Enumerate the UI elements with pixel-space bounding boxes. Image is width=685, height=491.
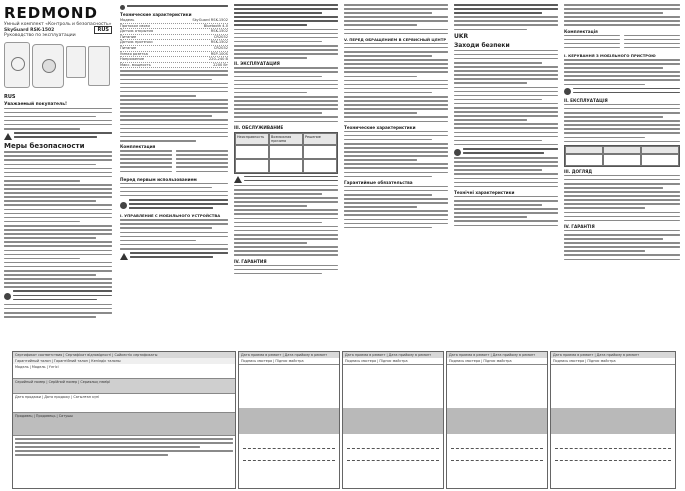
intro-sub: Уважаемый покупатель! — [4, 101, 68, 107]
col6-text-4 — [564, 175, 680, 222]
spec-value: SkyGuard RSK-1502 — [192, 18, 228, 22]
col6-heading-2: I. КЕРУВАННЯ З МОБІЛЬНОГО ПРИСТРОЮ — [564, 52, 656, 58]
col5-text-2 — [454, 50, 558, 146]
repair-head-4: Дата приема в ремонт | Дата прийому в ремонт — [551, 352, 675, 358]
col4-text-2 — [344, 43, 448, 122]
col3-heading-1: II. ЭКСПЛУАТАЦИЯ — [234, 61, 280, 67]
repair-dash-3b — [451, 460, 543, 462]
intro-heading: RUS — [4, 93, 16, 100]
repair-gray-4 — [551, 408, 675, 434]
col6-text-5 — [564, 230, 680, 260]
product-image-leak — [66, 46, 86, 78]
col3-heading-2: III. ОБСЛУЖИВАНИЕ — [234, 124, 284, 130]
col6-heading-1: Комплектація — [564, 28, 598, 34]
lang-box-rus: RUS — [94, 26, 112, 34]
table-header-2: Возможная причина — [269, 133, 303, 145]
spec-table — [120, 18, 228, 68]
repair-coupon-3 — [446, 351, 548, 489]
spec-value: RSP-100S — [210, 51, 228, 56]
repair-dash-4 — [555, 448, 671, 450]
spec-value: Bluetooth 4.0 — [203, 23, 228, 28]
setup-heading: Перед первым использованием — [120, 176, 197, 182]
repair-sub-3: Подпись мастера | Підпис майстра — [447, 358, 547, 365]
ops-heading: I. УПРАВЛЕНИЕ С МОБИЛЬНОГО УСТРОЙСТВА — [120, 213, 221, 219]
repair-dash-3 — [451, 448, 543, 450]
col4-heading-1: V. ПЕРЕД ОБРАЩЕНИЕМ В СЕРВИСНЫЙ ЦЕНТР — [344, 36, 447, 42]
spec-row — [120, 63, 228, 69]
column-2 — [120, 4, 228, 261]
col6-spec-rows — [564, 4, 680, 26]
product-image-door — [88, 46, 110, 86]
column-5 — [454, 4, 558, 229]
repair-gray-2 — [343, 408, 443, 434]
spec-key: Питание — [120, 45, 137, 50]
repair-dash-1b — [243, 460, 335, 462]
col4-text-1 — [344, 4, 448, 34]
spec-key: Умная розетка — [120, 51, 148, 56]
col3-text-4 — [234, 265, 338, 275]
spec-filler — [120, 70, 228, 141]
col5-heading-ukr: UKR — [454, 32, 469, 40]
col6-heading-3: II. ЕКСПЛУАТАЦІЯ — [564, 97, 608, 103]
col3-top-text — [234, 4, 338, 26]
spec-value: CR2032 — [213, 34, 228, 39]
warranty-card — [12, 351, 236, 489]
col4-text-3 — [344, 131, 448, 178]
col6-contents — [564, 35, 680, 51]
spec-value: CR2032 — [213, 45, 228, 50]
safety-text — [4, 151, 112, 288]
warning-icon — [4, 133, 12, 140]
spec-key: Протокол связи — [120, 23, 150, 28]
col6-text-3 — [564, 104, 680, 142]
model-line-1: Умный комплект «Контроль и безопасность» — [4, 22, 112, 27]
repair-coupon-1 — [238, 351, 340, 489]
repair-head-1: Дата приема в ремонт | Дата прийому в ремонт — [239, 352, 339, 358]
col3-text-3 — [234, 185, 338, 256]
spec-key: Макс. мощность — [120, 62, 151, 67]
repair-gray-1 — [239, 408, 339, 434]
col4-heading-2: Технические характеристики — [344, 124, 416, 130]
cert-text — [13, 436, 235, 460]
ops-note — [120, 252, 228, 260]
attention-row — [4, 132, 112, 140]
column-6 — [564, 4, 680, 263]
repair-gray-3 — [447, 408, 547, 434]
repair-head-2: Дата приема в ремонт | Дата прийому в ремонт — [343, 352, 443, 358]
product-image-sensor — [4, 42, 30, 88]
safety-heading: Меры безопасности — [4, 142, 85, 151]
troubleshoot-table — [234, 132, 338, 174]
ops-text — [120, 219, 228, 249]
spec-value: 220–240 В — [208, 57, 228, 62]
repair-sub-2: Подпись мастера | Підпис майстра — [343, 358, 443, 365]
intro-text — [4, 108, 112, 130]
repair-dash-2b — [347, 460, 439, 462]
spec-key: Модель — [120, 18, 135, 22]
cert-head-1: Сертификат соответствия | Сертифікат відповідності | Сәйкестік сертификаты — [13, 352, 235, 358]
info-icon — [564, 88, 571, 95]
col5-text-3 — [454, 157, 558, 187]
col5-text-4 — [454, 196, 558, 226]
col3-heading-bottom: IV. ГАРАНТИЯ — [234, 258, 267, 264]
repair-coupon-4 — [550, 351, 676, 489]
col5-heading-sub: Заходи безпеки — [454, 41, 510, 49]
cert-row-seller: Продавец | Продавець | Сатушы — [13, 413, 235, 436]
product-image-socket — [32, 44, 64, 88]
col5-note — [454, 148, 558, 156]
table-header-1: Неисправность — [235, 133, 269, 145]
product-images — [4, 42, 112, 92]
table-header-3: Решение — [303, 133, 337, 145]
column-3 — [234, 4, 338, 277]
col6-heading-4: III. ДОГЛЯД — [564, 168, 593, 174]
spec-key: Напряжение — [120, 57, 145, 62]
repair-coupon-2 — [342, 351, 444, 489]
spec-value: RSK-1502 — [210, 40, 228, 45]
col6-note — [564, 88, 680, 96]
brand-logo: REDMOND — [4, 4, 98, 22]
info-icon — [454, 149, 461, 156]
repair-sub-4: Подпись мастера | Підпис майстра — [551, 358, 675, 365]
contents-list — [120, 150, 228, 175]
info-icon — [120, 202, 127, 209]
col6-table — [564, 145, 680, 167]
col3-text-1 — [234, 29, 338, 59]
model-line-2: SkyGuard RSK-1502 — [4, 27, 55, 33]
col4-text-4 — [344, 186, 448, 229]
spec-value: 2200 Вт — [213, 62, 228, 67]
cert-row-serial: Серийный номер | Серійний номер | Сериялық нөмірі — [13, 379, 235, 394]
safety-note — [4, 290, 112, 302]
column-4 — [344, 4, 448, 231]
model-line-3: Руководство по эксплуатации — [4, 33, 76, 38]
col3-text-2 — [234, 67, 338, 122]
col3-warn — [234, 176, 338, 184]
spec-heading: Технические характеристики — [120, 12, 192, 17]
repair-dash-2 — [347, 448, 439, 450]
repair-head-3: Дата приема в ремонт | Дата прийому в ремонт — [447, 352, 547, 358]
spec-key: Датчик протечки — [120, 40, 153, 45]
repair-dash-4b — [555, 460, 671, 462]
setup-note — [120, 199, 228, 211]
column-1 — [4, 4, 112, 320]
cert-row-date: Дата продажи | Дата продажу | Сатылған күні — [13, 394, 235, 413]
spec-key: Датчик открытия — [120, 29, 154, 34]
col5-text-1 — [454, 4, 558, 30]
col4-heading-3: Гарантийные обязательства — [344, 179, 413, 185]
spec-key: Питание — [120, 34, 137, 39]
warning-icon — [120, 253, 128, 260]
col6-heading-5: IV. ГАРАНТІЯ — [564, 223, 595, 229]
spec-value: RSK-1502 — [210, 29, 228, 34]
repair-dash-1 — [243, 448, 335, 450]
repair-sub-1: Подпись мастера | Підпис майстра — [239, 358, 339, 365]
safety-text-2 — [4, 304, 112, 318]
cert-row-model: Модель | Модель | Үлгісі — [13, 364, 235, 379]
col6-text-2 — [564, 59, 680, 85]
setup-text — [120, 183, 228, 197]
info-icon — [120, 5, 125, 10]
col2-top-note — [120, 5, 228, 10]
info-icon — [4, 293, 11, 300]
col5-heading-3: Технічні характеристики — [454, 189, 515, 195]
cert-head-2: Гарантийный талон | Гарантійний талон | Кепілдік талоны — [13, 358, 235, 364]
warning-icon — [234, 176, 242, 183]
contents-heading: Комплектация — [120, 144, 156, 150]
